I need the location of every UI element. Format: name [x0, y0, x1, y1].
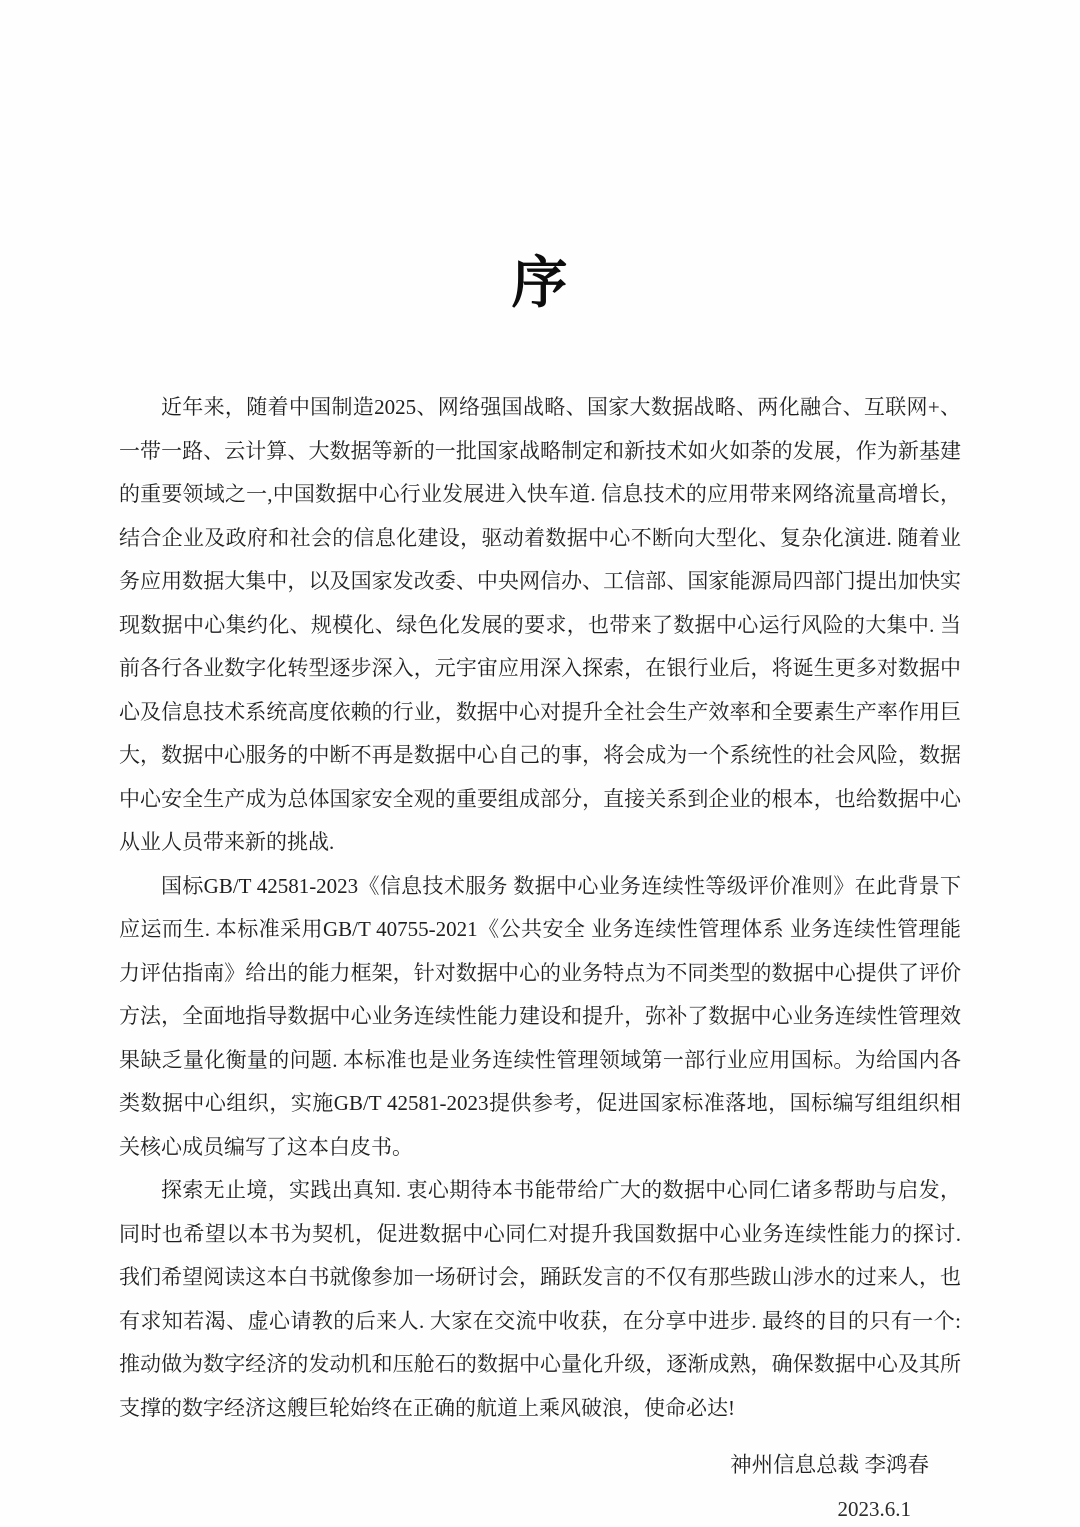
date-line: 2023.6.1: [837, 1496, 911, 1521]
page-title: 序: [511, 253, 569, 315]
paragraph-1: 近年来，随着中国制造2025、网络强国战略、国家大数据战略、两化融合、互联网+、一带一路、云计算、大数据等新的一批国家战略制定和新技术如火如荼的发展，作为新基建的重要领域之一,中国数据中心行业发展进入快车道. 信息技术的应用带来网络流量高增长，结合企业及政府和社会的信息化建设，驱动着数据中心不断向大型化、复杂化演进. 随着业务应用数据大集中，以及国家发改委、中央网信办、工信部、国家能源局四部门提出加快实现数据中心集约化、规模化、绿色化发展的要求，也带来了数据中心运行风险的大集中. 当前各行各业数字化转型逐步深入，元宇宙应用深入探索，在银行业后，将诞生更多对数据中心及信息技术系统高度依赖的行业，数据中心对提升全社会生产效率和全要素生产率作用巨大，数据中心服务的中断不再是数据中心自己的事，将会成为一个系统性的社会风险，数据中心安全生产成为总体国家安全观的重要组成部分，直接关系到企业的根本，也给数据中心从业人员带来新的挑战.: [119, 395, 961, 854]
signature-line: 神州信息总裁 李鸿春: [730, 1453, 929, 1477]
paragraph-3: 探索无止境，实践出真知. 衷心期待本书能带给广大的数据中心同仁诸多帮助与启发，同时也希望以本书为契机，促进数据中心同仁对提升我国数据中心业务连续性能力的探讨. 我们希望阅读这本白书就像参加一场研讨会，踊跃发言的不仅有那些跋山涉水的过来人，也有求知若渴、虚心请教的后来人. 大家在交流中收获，在分享中进步. 最终的目的只有一个: 推动做为数字经济的发动机和压舱石的数据中心量化升级，逐渐成熟，确保数据中心及其所支撑的数字经济这艘巨轮始终在正确的航道上乘风破浪，使命必达!: [119, 1178, 961, 1420]
preface-body: [119, 386, 961, 1527]
paragraph-2: 国标GB/T 42581-2023《信息技术服务 数据中心业务连续性等级评价准则》在此背景下应运而生. 本标准采用GB/T 40755-2021《公共安全 业务连续性管理体系 业务连续性管理能力评估指南》给出的能力框架，针对数据中心的业务特点为不同类型的数据中心提供了评价方法，全面地指导数据中心业务连续性能力建设和提升，弥补了数据中心业务连续性管理效果缺乏量化衡量的问题. 本标准也是业务连续性管理领域第一部行业应用国标。为给国内各类数据中心组织，实施GB/T 42581-2023提供参考，促进国家标准落地，国标编写组组织相关核心成员编写了这本白皮书。: [119, 873, 961, 1159]
